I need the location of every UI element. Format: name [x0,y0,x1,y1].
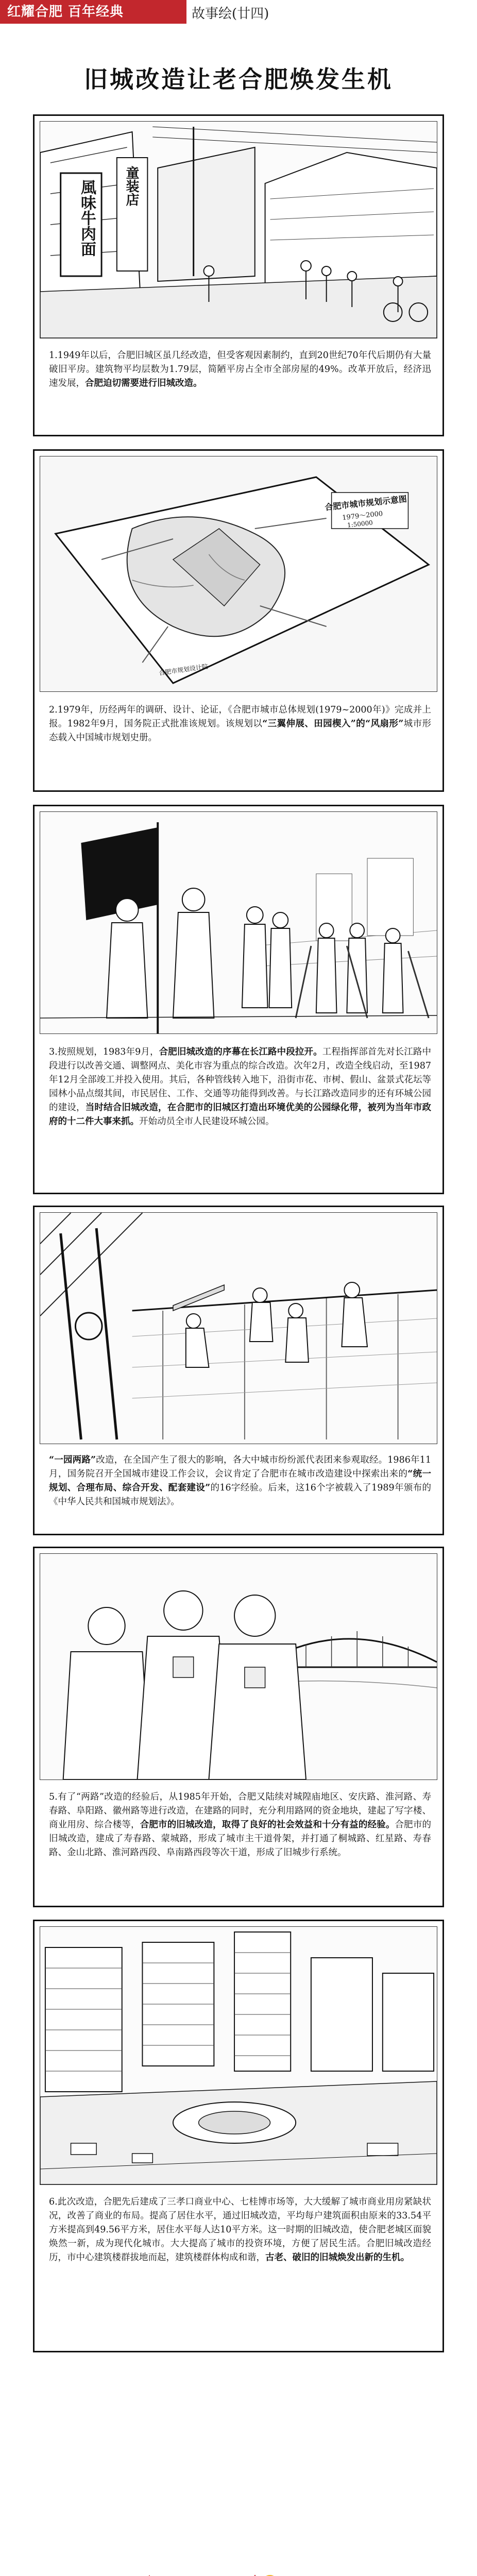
newspaper-name [161,2573,223,2576]
caption-3: 3.按照规划，1983年9月，合肥旧城改造的序幕在长江路中段拉开。工程指挥部首先对长江路中段进行以改善交通、调整网点、美化市容为重点的综合改造。次年2月，改造全线启动，至1987年12月全部竣工并投入使用。其后，各种管线转入地下，沿街市花、市树、假山、盆景式花坛等园林小品点缀其间，市民居住、工作、交通等功能得到改善。与长江路改造同步的还有环城公园的建设，当时结合旧城改造，在合肥市的旧城区打造出环境优美的公园绿化带，被列为当年市政府的十二件大事来抓。开始动员全市人民建设环城公园。 [49,1047,432,1127]
series-label: 故事绘(廿四) [192,6,269,22]
newspaper-logo-icon [138,2573,161,2576]
panel-4 [33,1206,444,1535]
caption-1: 1.1949年以后，合肥旧城区虽几经改造，但受客观因素制约，直到20世纪70年代后期仍有大量破旧平房。建筑物平均层数为1.79层，简陋平房占全市全部房屋的49%。改革开放后，经济迅速发展，合肥迫切需要进行旧城改造。 [49,350,431,388]
caption-6: 6.此次改造，合肥先后建成了三孝口商业中心、七桂博市场等，大大缓解了城市商业用房紧缺状况，改善了商业的布局。提高了居住水平，通过旧城改造，平均每户建筑面积由原来的33.54平方米提高到49.56平方米，居住水平每人达10平方米。这一时期的旧城改造，使合肥老城区面貌焕然一新，成为现代化城市。大大提高了城市的投资环境，方便了居民生活。合肥旧城改造经历，市中心建筑楼群拔地而起，建筑楼群体构成和谐，古老、破旧的旧城焕发出新的生机。 [49,2197,431,2263]
panel-3 [33,805,444,1194]
sign-beef-noodles: 風味牛肉面 [78,179,96,257]
illustration-modern-city [40,1926,437,2185]
top-bar [0,0,477,24]
sign-childrens-clothing: 童装店 [124,166,139,206]
caption-4: “一园两路”改造，在全国产生了很大的影响，各大中城市纷纷派代表团来参观取经。1986年11月，国务院召开全国城市建设工作会议，会议肯定了合肥市在城市改造建设中探索出来的“统一规划、合理布局、综合开发、配套建设”的16字经验。后来，这16个字被载入了1989年颁布的《中华人民共和国城市规划法》。 [49,1455,431,1507]
map-title: 合肥市城市规划示意图 [324,494,407,513]
panel-2 [33,449,444,792]
illustration-old-street [40,121,437,338]
column-badge: 红耀合肥 百年经典 [0,0,186,24]
panel-6 [33,1920,444,2352]
caption-2: 2.1979年，历经两年的调研、设计、论证，《合肥市城市总体规划(1979~2000年)》完成并上报。1982年9月，国务院正式批准该规划。该规划以“三翼伸展、田园楔入”的“风扇形”城市形态载入中国城市规划史册。 [49,705,432,743]
map-scale: 1:50000 [347,519,373,529]
illustration-construction-workers [40,1212,437,1444]
illustration-city-plan-map [40,456,437,692]
page-title: 旧城改造让老合肥焕发生机 [84,65,393,93]
panel-1 [33,114,444,436]
footer [0,2566,477,2576]
caption-5: 5.有了“两路”改造的经验后，从1985年开始，合肥又陆续对城隍庙地区、安庆路、淮河路、寿春路、阜阳路、徽州路等进行改造，在建路的同时，充分利用路网的资金地块，建起了写字楼、商业用房、综合楼等，合肥市的旧城改造，取得了良好的社会效益和十分有益的经验。合肥市的旧城改造，建成了寿春路、蒙城路，形成了城市主干道骨架，并打通了桐城路、红星路、寿春路、金山北路、淮河路西段、阜南路西段等次干道，形成了旧城步行系统。 [49,1792,432,1858]
map-footer: 合肥市规划设计院 [158,663,209,677]
map-years: 1979～2000 [342,510,383,522]
illustration-groundbreaking-ceremony [40,811,437,1034]
illustration-officials-bridge [40,1553,437,1780]
panel-5 [33,1547,444,1907]
